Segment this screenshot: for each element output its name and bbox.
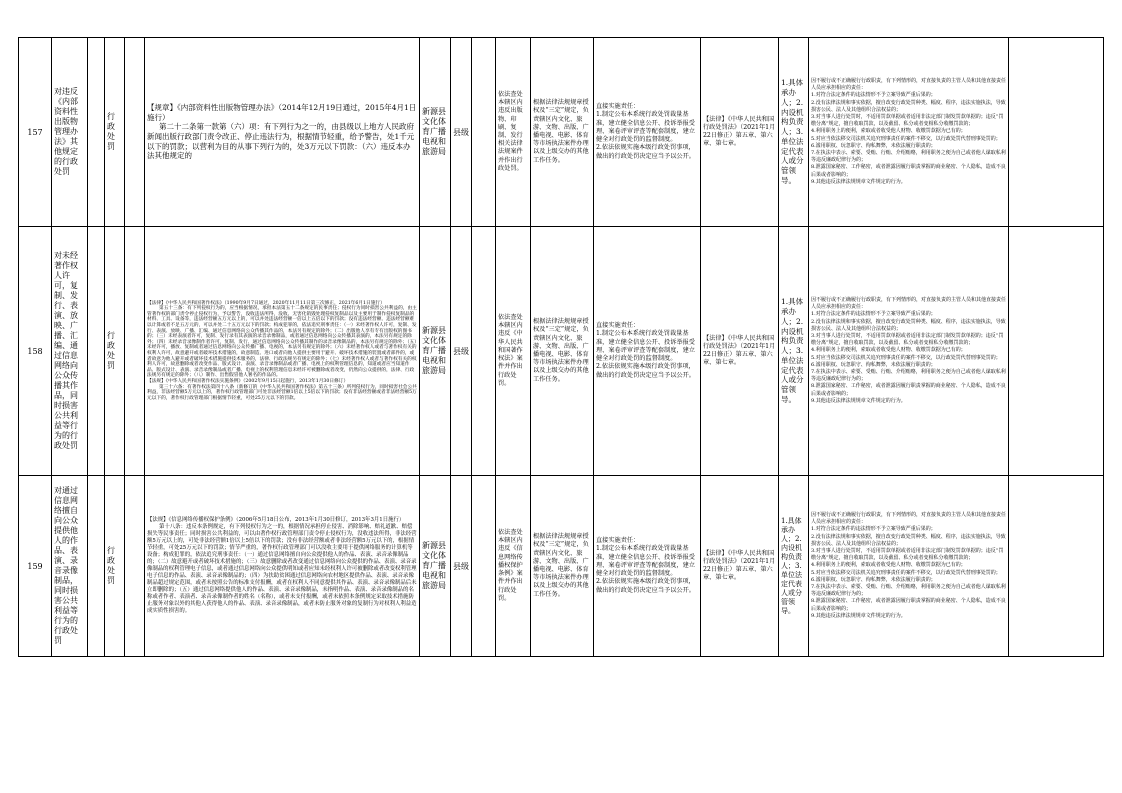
legal-basis xyxy=(145,227,420,476)
duty-items xyxy=(594,227,701,476)
liability-circumstances xyxy=(809,227,1009,476)
liability-line: 7.在执法中表示、索要、受贿、行贿、介绍贿赂，利用职务之便为自己或者他人谋取私利等违反廉政纪律行为的； xyxy=(811,150,1006,164)
duty-line: 2.依法依规实施本级行政处罚事项，做出的行政处罚决定应当予以公开。 xyxy=(596,578,695,594)
liability-line: 1.对符合法定条件的违法情形不予立案导致严重后果的； xyxy=(811,311,936,318)
responsibility-table xyxy=(18,37,1104,657)
liability-line: 6.滥用职权、玩忽职守、徇私舞弊，未依法履行职责的； xyxy=(811,576,936,583)
implementing-subject: 依法查处本辖区内违反《中华人民共和国著作权法》案件并作出行政处罚。 xyxy=(496,227,531,476)
item-name: 对未经著作权人许可，复制、发行、表演、放映、广播、汇编、通过信息网络向公众传播其作品，同时损害公共利益等行为的行政处罚 xyxy=(52,227,88,476)
empty-cell xyxy=(125,227,145,476)
liability-line: 3.对当事人进行处罚时，不适用罚款单据或者适用非法定部门制发罚款单据的；违反“罚缴分离”规定，擅自收取罚款，以及截留、私分或者变相私分收缴罚款的； xyxy=(811,332,1004,347)
liability-line: 3.对当事人进行处罚时，不适用罚款单据或者适用非法定部门制发罚款单据的；违反“罚缴分离”规定，擅自收取罚款，以及截留、私分或者变相私分收缴罚款的； xyxy=(811,113,1004,128)
legal-basis xyxy=(145,476,420,657)
empty-cell xyxy=(88,476,105,657)
admin-level: 县级 xyxy=(451,38,472,227)
duty-line: 直接实施责任： xyxy=(596,537,640,545)
duty-line: 1.制定公布本系统行政处罚裁量基准，建立健全信息公开、投诉举报受理、案卷评审评查等配套制度，建立健全对行政处罚的监督制度。 xyxy=(596,111,695,144)
basis-paragraph: 第五十三条：有下列侵权行为的，应当根据情况，承担本法第五十二条规定的民事责任；侵权行为同时损害公共利益的，由主管著作权的部门责令停止侵权行为，予以警告，没收违法所得，没收、无害化销毁处理侵权复制品以及主要用于制作侵权复制品的材料、工具、设备等，违法经营额五万元以上的，可以并处违法经营额一倍以上五倍以下的罚款；没有违法经营额、违法经营额难以计算或者不足五万元的，可以并处二十五万元以下的罚款；构成犯罪的，依法追究刑事责任：（一）未经著作权人许可，复制、发行、表演、放映、广播、汇编、通过信息网络向公众传播其作品的，本法另有规定的除外；（二）出版他人享有专有出版权的图书的；（三）未经表演者许可，复制、发行录有其表演的录音录像制品，或者通过信息网络向公众传播其表演的，本法另有规定的除外；（四）未经录音录像制作者许可，复制、发行、通过信息网络向公众传播其制作的录音录像制品的，本法另有规定的除外；（五）未经许可，播放、复制或者通过信息网络向公众传播广播、电视的，本法另有规定的除外；（六）未经著作权人或者与著作权有关的权利人许可，故意避开或者破坏技术措施的，故意制造、进口或者向他人提供主要用于避开、破坏技术措施的装置或者部件的，或者故意为他人避开或者破坏技术措施提供技术服务的，法律、行政法规另有规定的除外；（七）未经著作权人或者与著作权有关的权利人许可，故意删除或者改变作品、版式设计、表演、录音录像制品或者广播、电视上的权利管理信息的，知道或者应当知道作品、版式设计、表演、录音录像制品或者广播、电视上的权利管理信息未经许可被删除或者改变，仍然向公众提供的，法律、行政法规另有规定的除外；（八）制作、出售假冒他人署名的作品的。 xyxy=(147,306,417,379)
law-basis: 【法律】《中华人民共和国行政处罚法》（2021年1月22日修正）第五章、第六章、第七章。 xyxy=(701,476,779,657)
empty-cell xyxy=(1009,38,1104,227)
liability-line: 7.在执法中表示、索要、受贿、行贿、介绍贿赂，利用职务之便为自己或者他人谋取私利等违反廉政纪律行为的； xyxy=(811,584,1006,598)
empty-cell xyxy=(125,476,145,657)
liability-line: 因不履行或不正确履行行政职责，有下列情形的，对直接负责的主管人员和其他直接责任人员应承担相应的责任： xyxy=(811,296,1007,311)
empty-cell xyxy=(472,227,496,476)
law-basis: 【法律】《中华人民共和国行政处罚法》（2021年1月22日修正）第五章、第六章、第七章。 xyxy=(701,38,779,227)
table-row xyxy=(19,38,1104,227)
liability-line: 5.对应当依法移交司法机关追究刑事责任的案件不移交，以行政处罚代替刑事处罚的； xyxy=(811,569,1001,576)
responsible-persons: 1.具体承办人；2.内设机构负责人；3.单位法定代表人或分管领导。 xyxy=(779,38,809,227)
duty-line: 直接实施责任： xyxy=(596,322,640,330)
implementing-agency: 新源县文化体育广播电视和旅游局 xyxy=(420,227,451,476)
responsible-persons: 1.具体承办人；2.内设机构负责人；3.单位法定代表人或分管领导。 xyxy=(779,227,809,476)
basis-paragraph: 【法律】《中华人民共和国著作权法》（1990年9月7日通过，2020年11月11日第三次修正，2021年6月1日施行） xyxy=(147,300,385,306)
liability-line: 1.对符合法定条件的违法情形不予立案导致严重后果的； xyxy=(811,92,936,99)
table-row xyxy=(19,476,1104,657)
basis-paragraph: 第二十二条第一款第（六）项：有下列行为之一的，由县级以上地方人民政府新闻出版行政部门责令改正、停止违法行为，根据情节轻重，给予警告，处1千元以下的罚款；以营利为目的从事下列行为的，处3万元以下罚款：（六）违反本办法其他规定的 xyxy=(147,122,415,161)
empty-cell xyxy=(88,38,105,227)
liability-line: 6.滥用职权、玩忽职守、徇私舞弊，未依法履行职责的； xyxy=(811,142,936,149)
implementing-agency: 新源县文化体育广播电视和旅游局 xyxy=(420,38,451,227)
liability-line: 9.其他违反法律法规规章文件规定的行为。 xyxy=(811,397,906,404)
duty-line: 1.制定公布本系统行政处罚裁量基准，建立健全信息公开、投诉举报受理、案卷评审评查等配套制度，建立健全对行政处罚的监督制度。 xyxy=(596,545,695,578)
liability-line: 因不履行或不正确履行行政职责，有下列情形的，对直接负责的主管人员和其他直接责任人员应承担相应的责任： xyxy=(811,77,1007,92)
legal-basis xyxy=(145,38,420,227)
empty-cell xyxy=(1009,227,1104,476)
admin-level: 县级 xyxy=(451,476,472,657)
basis-paragraph: 第十八条：违反本条例规定，有下列侵权行为之一的，根据情况承担停止侵害、消除影响、赔礼道歉、赔偿损失等民事责任；同时损害公共利益的，可以由著作权行政管理部门责令停止侵权行为，没收违法所得，非法经营额5万元以上的，可处非法经营额1倍以上5倍以下的罚款；没有非法经营额或者非法经营额5万元以下的，根据情节轻重，可处25万元以下的罚款；情节严重的，著作权行政管理部门可以没收主要用于提供网络服务的计算机等设备；构成犯罪的，依法追究刑事责任：（一）通过信息网络擅自向公众提供他人的作品、表演、录音录像制品的；（二）故意避开或者破坏技术措施的；（三）故意删除或者改变通过信息网络向公众提供的作品、表演、录音录像制品的权利管理电子信息，或者通过信息网络向公众提供明知或者应知未经权利人许可被删除或者改变权利管理电子信息的作品、表演、录音录像制品的；（四）为扶助贫困通过信息网络向农村地区提供作品、表演、录音录像制品超过规定范围，或者未按照公告的标准支付报酬，或者在权利人不同意提供其作品、表演、录音录像制品后未立即删除的；（五）通过信息网络提供他人的作品、表演、录音录像制品，未指明作品、表演、录音录像制品的名称或者作者、表演者、录音录像制作者的姓名（名称），或者未支付报酬，或者未依照本条例规定采取技术措施防止服务对象以外的其他人获得他人的作品、表演、录音录像制品，或者未防止服务对象的复制行为对权利人利益造成实质性损害的。 xyxy=(147,524,417,614)
liability-circumstances xyxy=(809,38,1009,227)
liability-line: 9.其他违反法律法规规章文件规定的行为。 xyxy=(811,178,906,185)
empty-cell xyxy=(125,38,145,227)
liability-line: 6.滥用职权、玩忽职守、徇私舞弊，未依法履行职责的； xyxy=(811,361,936,368)
liability-line: 4.利用职务上的便利，索取或者收受他人财物、收缴罚款据为已有的； xyxy=(811,128,966,135)
empty-cell xyxy=(472,38,496,227)
item-type: 行政处罚 xyxy=(105,38,125,227)
liability-line: 3.对当事人进行处罚时，不适用罚款单据或者适用非法定部门制发罚款单据的；违反“罚缴分离”规定，擅自收取罚款，以及截留、私分或者变相私分收缴罚款的； xyxy=(811,547,1004,562)
duty-line: 2.依法依规实施本级行政处罚事项，做出的行政处罚决定应当予以公开。 xyxy=(596,363,695,379)
implementing-subject: 依法查处本辖区内违反《信息网络传播权保护条例》案件并作出行政处罚。 xyxy=(496,476,531,657)
item-type: 行政处罚 xyxy=(105,227,125,476)
item-name: 对通过信息网络擅自向公众提供他人的作品、表演、录音录像制品，同时损害公共利益等行为的行政处罚 xyxy=(52,476,88,657)
liability-line: 2.没有法律法规和事实依据，擅自改变行政处罚种类、幅度、程序，违法实施执法，导致损害公民、法人及其他组织合法权益的； xyxy=(811,318,1006,332)
liability-line: 4.利用职务上的便利，索取或者收受他人财物、收缴罚款据为已有的； xyxy=(811,562,966,569)
liability-line: 2.没有法律法规和事实依据，擅自改变行政处罚种类、幅度、程序，违法实施执法，导致损害公民、法人及其他组织合法权益的； xyxy=(811,99,1006,113)
empty-cell xyxy=(472,476,496,657)
law-basis: 【法律】《中华人民共和国行政处罚法》（2021年1月22日修正）第五章、第六章、第七章。 xyxy=(701,227,779,476)
liability-line: 因不履行或不正确履行行政职责，有下列情形的，对直接负责的主管人员和其他直接责任人员应承担相应的责任： xyxy=(811,511,1007,526)
responsible-department: 根据法律法规规章授权及“三定”规定，负责辖区内文化、旅游、文物、出版、广播电视、电影、体育等市场执法案件办理以及上级交办的其他工作任务。 xyxy=(531,476,594,657)
empty-cell xyxy=(88,227,105,476)
liability-line: 7.在执法中表示、索要、受贿、行贿、介绍贿赂，利用职务之便为自己或者他人谋取私利等违反廉政纪律行为的； xyxy=(811,369,1006,383)
row-number: 159 xyxy=(19,476,52,657)
basis-paragraph: 【规章】《内部资料性出版物管理办法》（2014年12月19日通过，2015年4月1日施行） xyxy=(147,103,417,122)
table-row xyxy=(19,227,1104,476)
liability-line: 9.其他违反法律法规规章文件规定的行为。 xyxy=(811,612,906,619)
implementing-agency: 新源县文化体育广播电视和旅游局 xyxy=(420,476,451,657)
duty-line: 1.制定公布本系统行政处罚裁量基准，建立健全信息公开、投诉举报受理、案卷评审评查等配套制度，建立健全对行政处罚的监督制度。 xyxy=(596,330,695,363)
liability-line: 5.对应当依法移交司法机关追究刑事责任的案件不移交，以行政处罚代替刑事处罚的； xyxy=(811,135,1001,142)
liability-line: 8.泄露国家秘密、工作秘密，或者泄露因履行职责掌握的商业秘密、个人隐私，造成不良后果或者影响的； xyxy=(811,383,1006,397)
basis-paragraph: 【法规】《信息网络传播权保护条例》（2006年5月18日公布，2013年1月30日修订，2013年3月1日施行） xyxy=(147,517,405,523)
duty-line: 2.依法依规实施本级行政处罚事项，做出的行政处罚决定应当予以公开。 xyxy=(596,144,695,160)
basis-paragraph: 第三十六条：有著作权法第四十八条（新修订的《中华人民共和国著作权法》第五十三条）所列侵权行为，同时损害社会公共利益，非法经营额5万元以上的，著作权行政管理部门可处非法经营额1倍以上5倍以下的罚款；没有非法经营额或者非法经营额5万元以下的，著作权行政管理部门根据情节轻重，可处25万元以下的罚款。 xyxy=(147,384,417,401)
responsible-department: 根据法律法规规章授权及“三定”规定，负责辖区内文化、旅游、文物、出版、广播电视、电影、体育等市场执法案件办理以及上级交办的其他工作任务。 xyxy=(531,38,594,227)
row-number: 158 xyxy=(19,227,52,476)
duty-items xyxy=(594,38,701,227)
responsible-persons: 1.具体承办人；2.内设机构负责人；3.单位法定代表人或分管领导。 xyxy=(779,476,809,657)
implementing-subject: 依法查处本辖区内违反出版物、印刷、复制、发行相关法律法规案件并作出行政处罚。 xyxy=(496,38,531,227)
liability-line: 2.没有法律法规和事实依据，擅自改变行政处罚种类、幅度、程序，违法实施执法，导致损害公民、法人及其他组织合法权益的； xyxy=(811,533,1006,547)
liability-circumstances xyxy=(809,476,1009,657)
liability-line: 4.利用职务上的便利，索取或者收受他人财物、收缴罚款据为已有的； xyxy=(811,347,966,354)
admin-level: 县级 xyxy=(451,227,472,476)
row-number: 157 xyxy=(19,38,52,227)
duty-items xyxy=(594,476,701,657)
liability-line: 8.泄露国家秘密、工作秘密，或者泄露因履行职责掌握的商业秘密、个人隐私，造成不良后果或者影响的； xyxy=(811,164,1006,178)
empty-cell xyxy=(1009,476,1104,657)
liability-line: 1.对符合法定条件的违法情形不予立案导致严重后果的； xyxy=(811,526,936,533)
duty-line: 直接实施责任： xyxy=(596,103,640,111)
responsible-department: 根据法律法规规章授权及“三定”规定，负责辖区内文化、旅游、文物、出版、广播电视、电影、体育等市场执法案件办理以及上级交办的其他工作任务。 xyxy=(531,227,594,476)
item-name: 对违反《内部资料性出版物管理办法》其他规定的行政处罚 xyxy=(52,38,88,227)
item-type: 行政处罚 xyxy=(105,476,125,657)
liability-line: 8.泄露国家秘密、工作秘密，或者泄露因履行职责掌握的商业秘密、个人隐私，造成不良后果或者影响的； xyxy=(811,598,1006,612)
liability-line: 5.对应当依法移交司法机关追究刑事责任的案件不移交，以行政处罚代替刑事处罚的； xyxy=(811,354,1001,361)
basis-paragraph: 【法规】《中华人民共和国著作权法实施条例》（2002年9月15日起施行，2013年1月30日修订） xyxy=(147,378,349,384)
